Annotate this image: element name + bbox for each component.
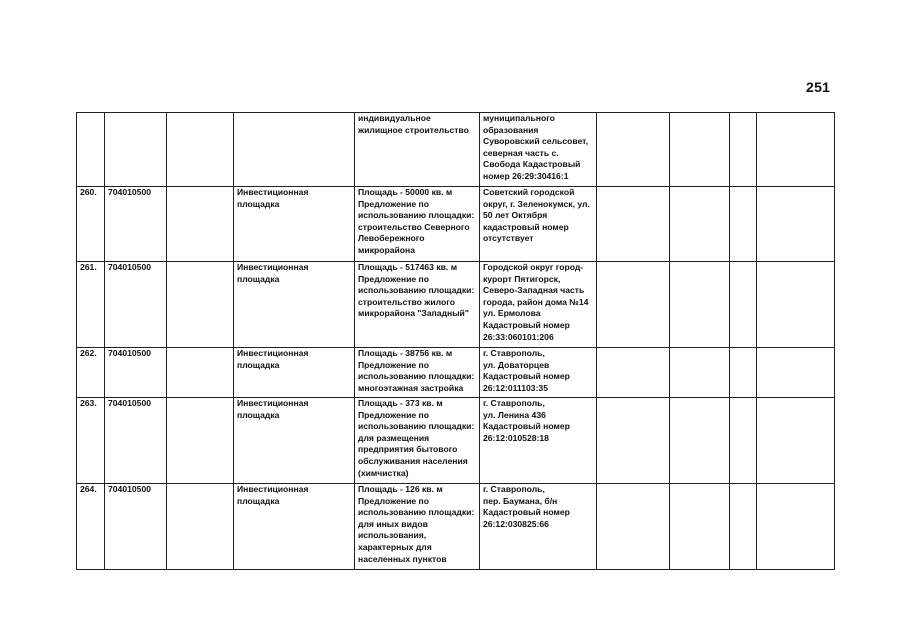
- row-number-cell: 263.: [77, 398, 105, 484]
- empty-cell: [597, 484, 670, 570]
- table-row: [77, 187, 835, 262]
- empty-cell: [597, 113, 670, 187]
- empty-cell: [597, 398, 670, 484]
- type-cell: [234, 113, 355, 187]
- empty-cell: [757, 113, 835, 187]
- location-cell: г. Ставрополь, ул. Ленина 436 Кадастровый номер 26:12:010528:18: [480, 398, 597, 484]
- empty-cell: [167, 484, 234, 570]
- description-cell: Площадь - 126 кв. м Предложение по использованию площадки: для иных видов использования, характерных для населенных пунктов: [355, 484, 480, 570]
- row-number-cell: 264.: [77, 484, 105, 570]
- empty-cell: [597, 348, 670, 398]
- description-cell: Площадь - 50000 кв. м Предложение по использованию площадки: строительство Северного Левобережного микрорайона: [355, 187, 480, 262]
- location-cell: муниципального образования Суворовский сельсовет, северная часть с. Свобода Кадастровый номер 26:29:30416:1: [480, 113, 597, 187]
- table-row: [77, 262, 835, 348]
- empty-cell: [757, 348, 835, 398]
- empty-cell: [597, 187, 670, 262]
- location-cell: Советский городской округ, г. Зеленокумск, ул. 50 лет Октября кадастровый номер отсутствует: [480, 187, 597, 262]
- location-cell: г. Ставрополь, ул. Доваторцев Кадастровый номер 26:12:011103:35: [480, 348, 597, 398]
- type-cell: Инвестиционная площадка: [234, 484, 355, 570]
- empty-cell: [670, 348, 730, 398]
- empty-cell: [670, 262, 730, 348]
- row-number-cell: 262.: [77, 348, 105, 398]
- table-row: [77, 348, 835, 398]
- row-number-cell: 261.: [77, 262, 105, 348]
- table-row: [77, 398, 835, 484]
- description-cell: Площадь - 517463 кв. м Предложение по использованию площадки: строительство жилого микрорайона "Западный": [355, 262, 480, 348]
- code-cell: [105, 113, 167, 187]
- empty-cell: [597, 262, 670, 348]
- description-cell: Площадь - 38756 кв. м Предложение по использованию площадки: многоэтажная застройка: [355, 348, 480, 398]
- description-cell: Площадь - 373 кв. м Предложение по использованию площадки: для размещения предприятия бытового обслуживания населения (химчистка): [355, 398, 480, 484]
- empty-cell: [167, 187, 234, 262]
- empty-cell: [730, 113, 757, 187]
- empty-cell: [167, 348, 234, 398]
- row-number-cell: [77, 113, 105, 187]
- empty-cell: [730, 262, 757, 348]
- empty-cell: [730, 187, 757, 262]
- empty-cell: [167, 113, 234, 187]
- empty-cell: [757, 262, 835, 348]
- location-cell: г. Ставрополь, пер. Баумана, б/н Кадастровый номер 26:12:030825:66: [480, 484, 597, 570]
- empty-cell: [730, 484, 757, 570]
- code-cell: 704010500: [105, 262, 167, 348]
- empty-cell: [670, 113, 730, 187]
- empty-cell: [730, 348, 757, 398]
- description-cell: индивидуальное жилищное строительство: [355, 113, 480, 187]
- empty-cell: [757, 484, 835, 570]
- empty-cell: [167, 398, 234, 484]
- empty-cell: [757, 187, 835, 262]
- empty-cell: [670, 484, 730, 570]
- table-row: [77, 484, 835, 570]
- code-cell: 704010500: [105, 398, 167, 484]
- empty-cell: [757, 398, 835, 484]
- registry-table: [76, 112, 835, 570]
- row-number-cell: 260.: [77, 187, 105, 262]
- empty-cell: [730, 398, 757, 484]
- type-cell: Инвестиционная площадка: [234, 187, 355, 262]
- page-number: 251: [806, 79, 831, 95]
- type-cell: Инвестиционная площадка: [234, 398, 355, 484]
- type-cell: Инвестиционная площадка: [234, 348, 355, 398]
- table-row: [77, 113, 835, 187]
- location-cell: Городской округ город- курорт Пятигорск, Северо-Западная часть города, район дома №14 ул. Ермолова Кадастровый номер 26:33:060101:206: [480, 262, 597, 348]
- type-cell: Инвестиционная площадка: [234, 262, 355, 348]
- empty-cell: [670, 398, 730, 484]
- table-body: [77, 113, 835, 570]
- code-cell: 704010500: [105, 348, 167, 398]
- empty-cell: [670, 187, 730, 262]
- empty-cell: [167, 262, 234, 348]
- code-cell: 704010500: [105, 187, 167, 262]
- code-cell: 704010500: [105, 484, 167, 570]
